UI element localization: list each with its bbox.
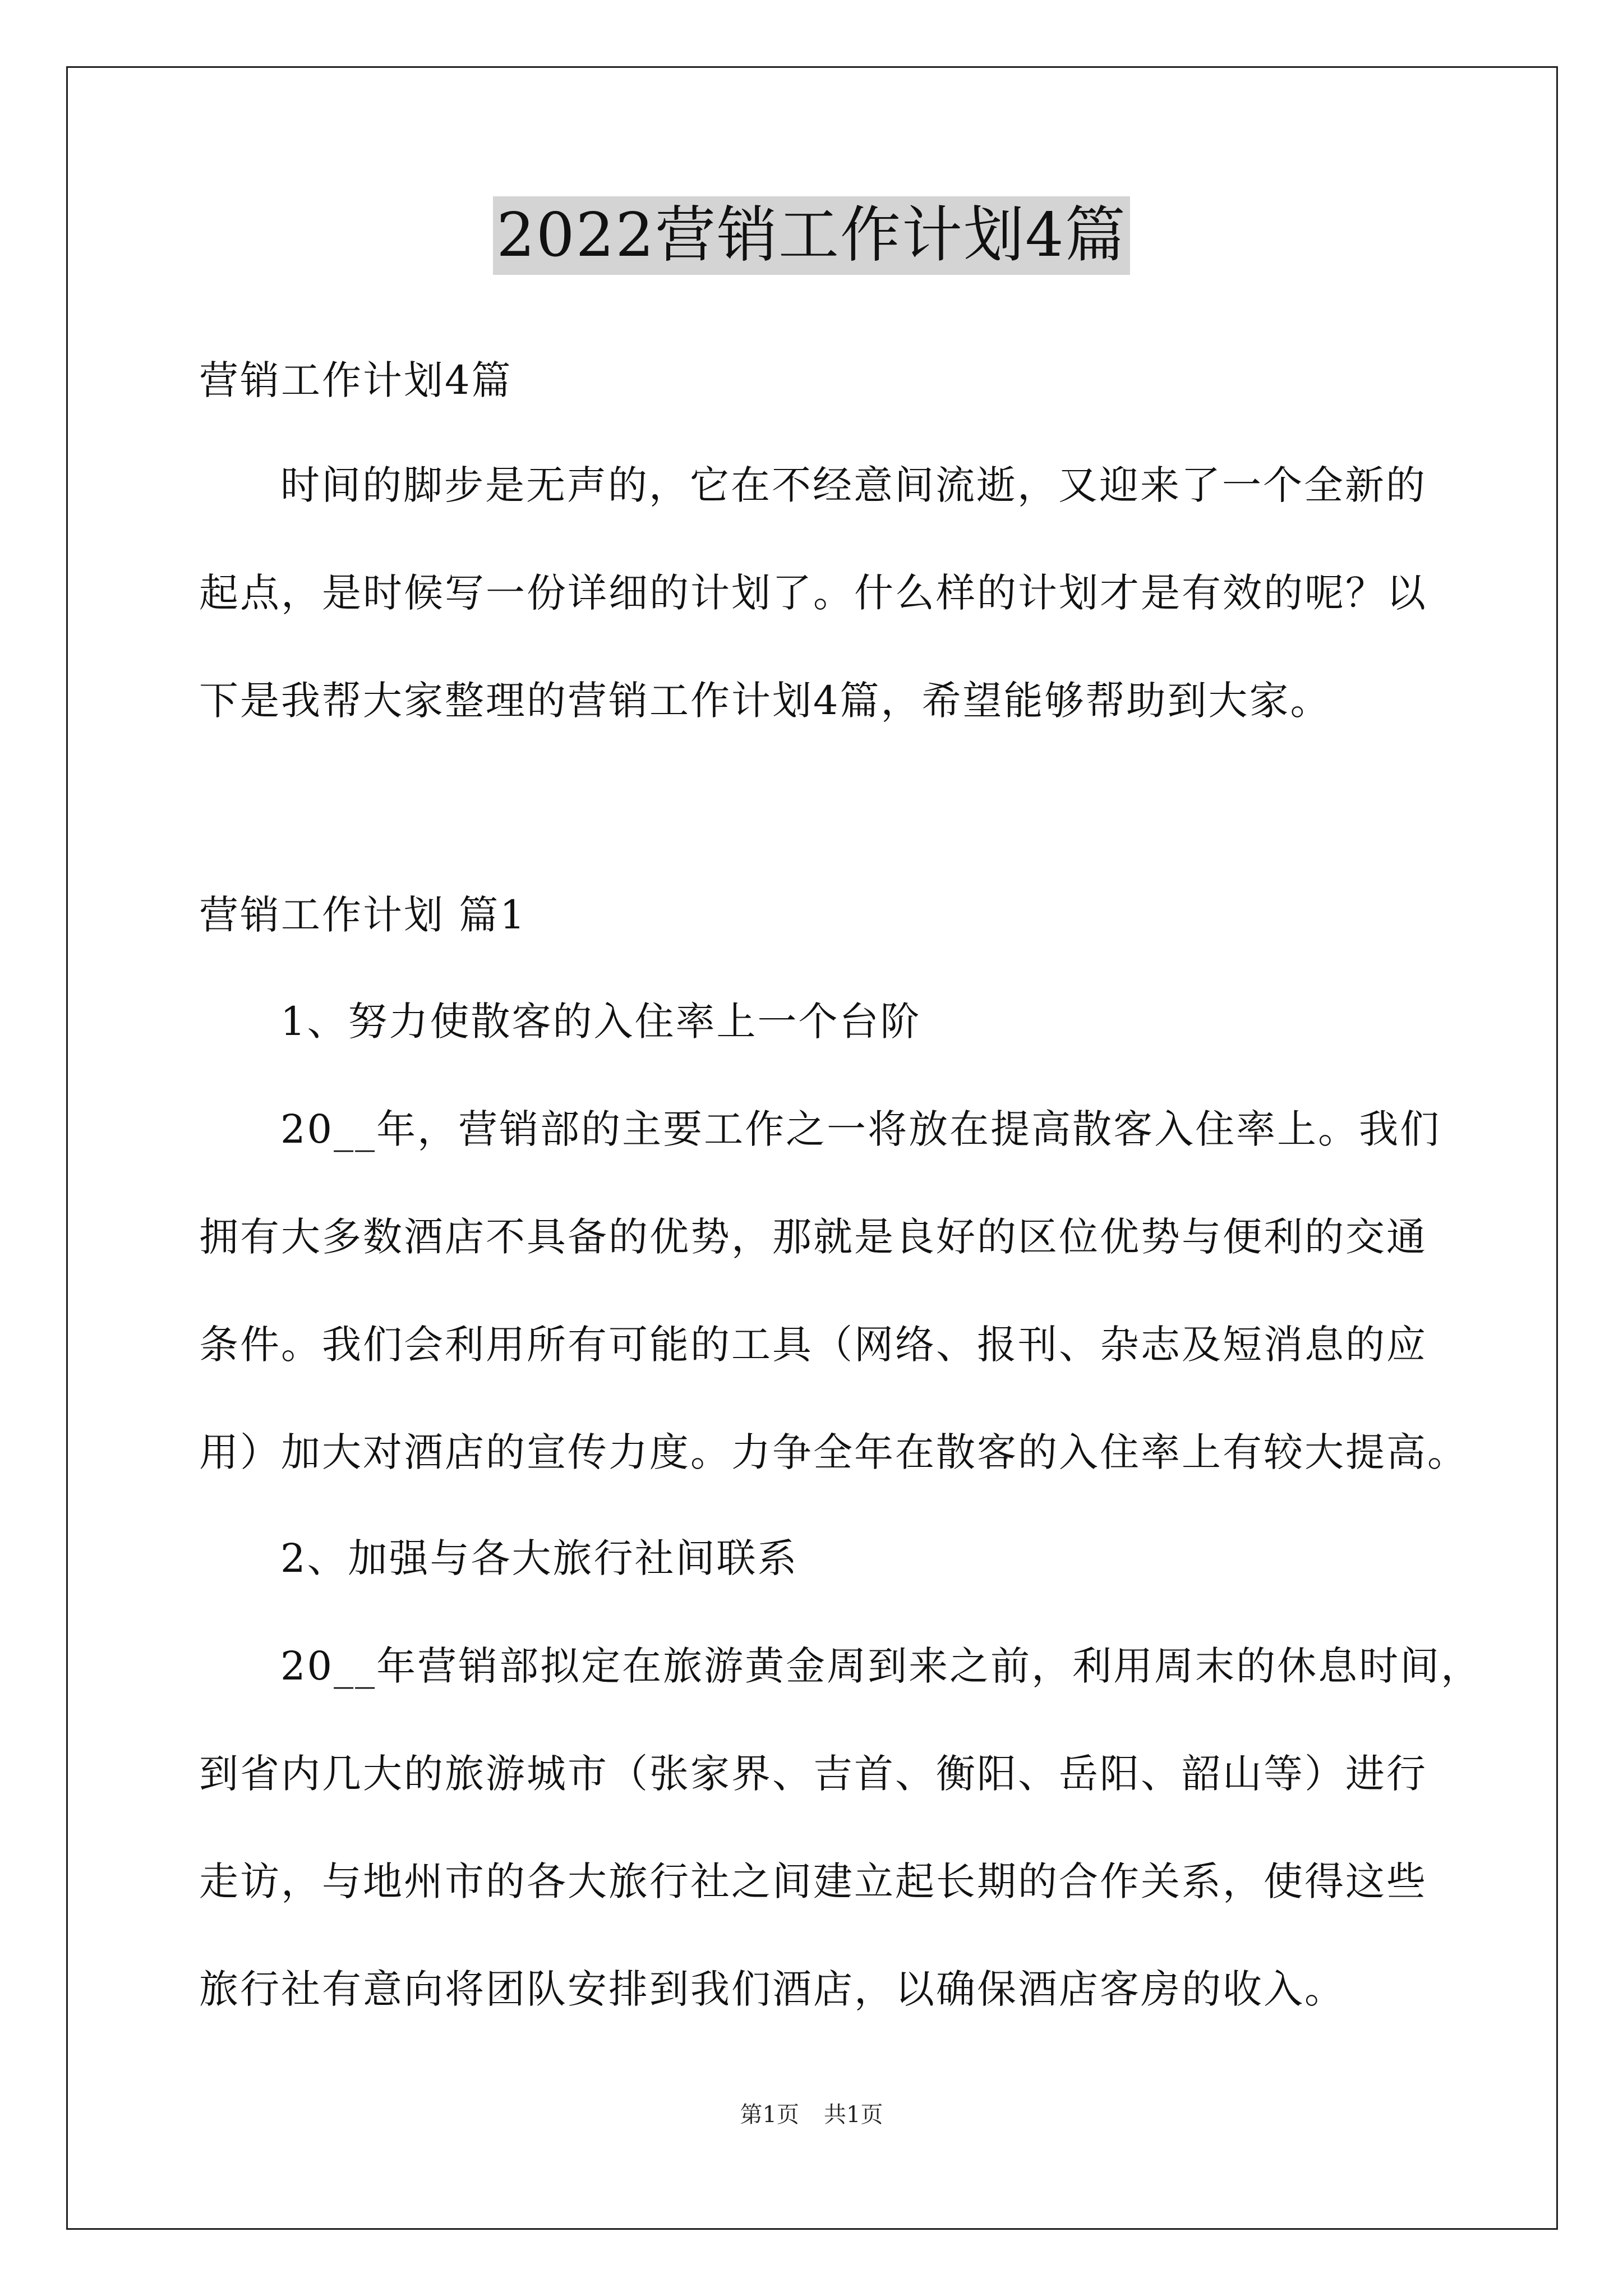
document-subtitle: 营销工作计划4篇 xyxy=(199,357,513,403)
item-body-line: 旅行社有意向将团队安排到我们酒店，以确保酒店客房的收入。 xyxy=(199,1966,1345,2012)
title-container xyxy=(0,196,1623,275)
item-body-line: 用）加大对酒店的宣传力度。力争全年在散客的入住率上有较大提高。 xyxy=(199,1429,1468,1475)
page-total: 共1页 xyxy=(824,2102,883,2128)
intro-line: 下是我帮大家整理的营销工作计划4篇，希望能够帮助到大家。 xyxy=(199,678,1331,724)
section-title: 营销工作计划 篇1 xyxy=(199,892,527,938)
item-body-line: 条件。我们会利用所有可能的工具（网络、报刊、杂志及短消息的应 xyxy=(199,1322,1427,1368)
item-body-line: 到省内几大的旅游城市（张家界、吉首、衡阳、岳阳、韶山等）进行 xyxy=(199,1751,1427,1797)
document-title: 2022营销工作计划4篇 xyxy=(493,196,1130,275)
item-body-line: 走访，与地州市的各大旅行社之间建立起长期的合作关系，使得这些 xyxy=(199,1858,1427,1904)
item-heading: 2、加强与各大旅行社间联系 xyxy=(280,1535,799,1581)
item-body-line: 20__年营销部拟定在旅游黄金周到来之前，利用周末的休息时间， xyxy=(280,1643,1482,1689)
page-footer xyxy=(0,2101,1623,2129)
intro-line: 时间的脚步是无声的，它在不经意间流逝，又迎来了一个全新的 xyxy=(280,462,1427,508)
item-body-line: 20__年，营销部的主要工作之一将放在提高散客入住率上。我们 xyxy=(280,1106,1441,1152)
intro-line: 起点，是时候写一份详细的计划了。什么样的计划才是有效的呢？以 xyxy=(199,570,1427,616)
item-body-line: 拥有大多数酒店不具备的优势，那就是良好的区位优势与便利的交通 xyxy=(199,1214,1427,1260)
item-heading: 1、努力使散客的入住率上一个台阶 xyxy=(280,999,921,1045)
page-number: 第1页 xyxy=(740,2102,799,2128)
